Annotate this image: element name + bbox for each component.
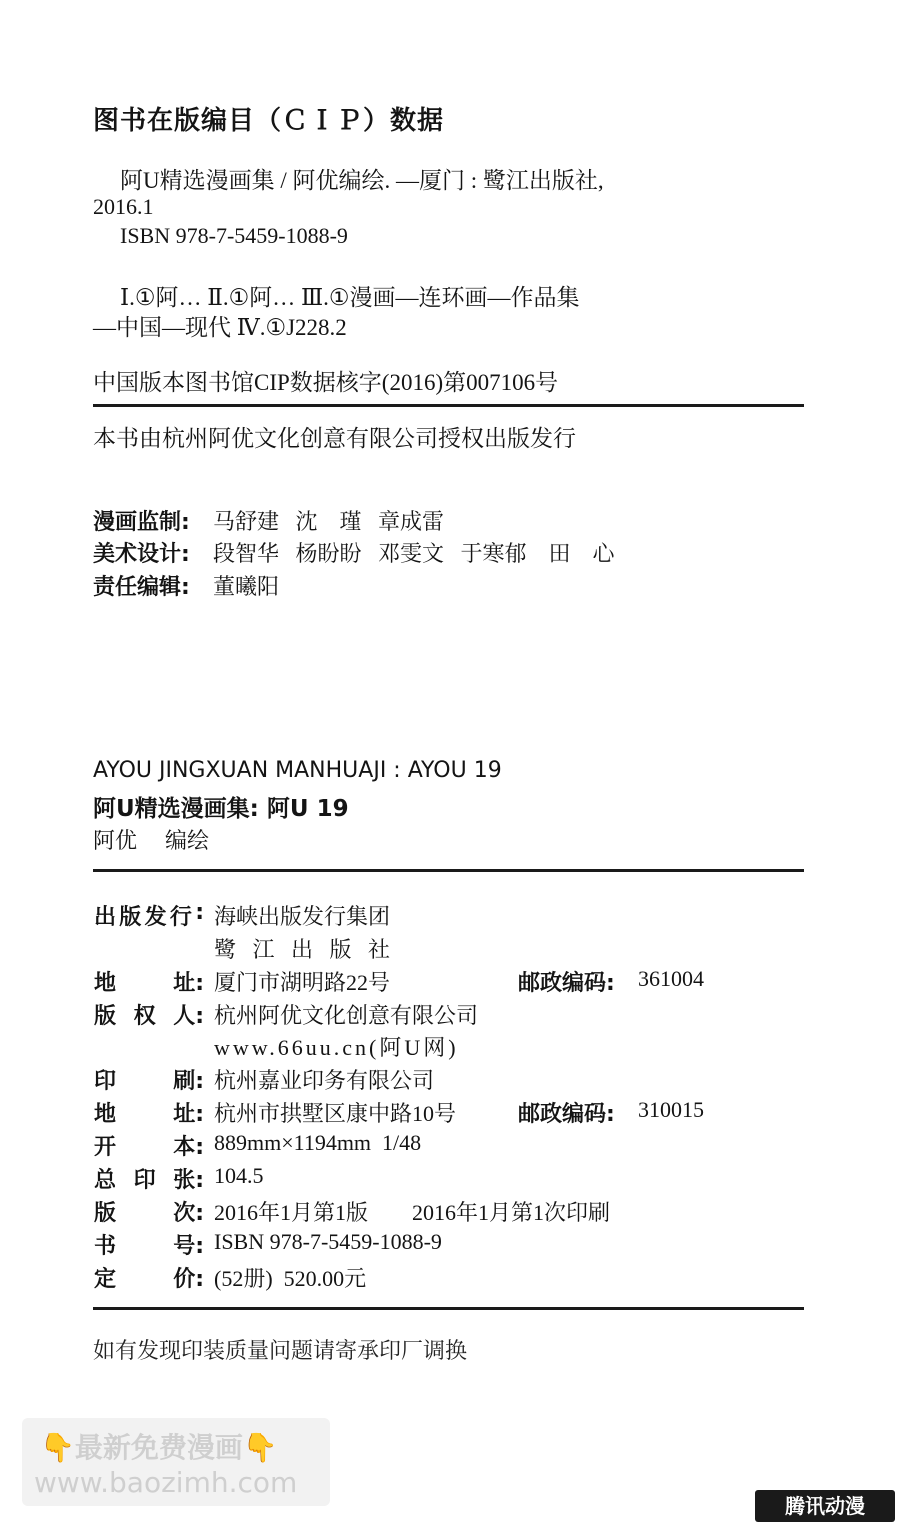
label-isbn: 书 号:	[94, 1234, 204, 1259]
label-sheets: 总 印 张:	[94, 1168, 204, 1193]
cip-record-number: 中国版本图书馆CIP数据核字(2016)第007106号	[93, 370, 559, 395]
label-printer-zip: 邮政编码:	[518, 1102, 615, 1127]
value-address: 厦门市湖明路22号	[214, 970, 391, 995]
value-isbn: ISBN 978-7-5459-1088-9	[214, 1229, 442, 1254]
value-printer-zip: 310015	[638, 1097, 704, 1122]
label-printer: 印 刷:	[94, 1069, 204, 1094]
credit-value-supervision: 马舒建 沈 瑾 章成雷	[213, 509, 445, 534]
credit-value-art-design: 段智华 杨盼盼 邓雯文 于寒郁 田 心	[213, 541, 615, 566]
cip-line-2: 2016.1	[93, 194, 154, 219]
value-zip: 361004	[638, 966, 704, 991]
authorization-statement: 本书由杭州阿优文化创意有限公司授权出版发行	[93, 426, 576, 451]
divider-3	[93, 1307, 804, 1310]
cip-line-1: 阿U精选漫画集 / 阿优编绘. —厦门 : 鹭江出版社,	[120, 168, 604, 193]
credit-value-editor: 董曦阳	[213, 574, 280, 599]
cip-isbn: ISBN 978-7-5459-1088-9	[120, 223, 348, 248]
value-publisher-imprint: 鹭 江 出 版 社	[214, 937, 391, 962]
credit-label-editor: 责任编辑:	[93, 575, 190, 600]
label-price: 定 价:	[94, 1267, 204, 1292]
label-printer-address: 地 址:	[94, 1102, 204, 1127]
label-zip: 邮政编码:	[518, 971, 615, 996]
watermark-url: www.baozimh.com	[34, 1466, 298, 1499]
divider-1	[93, 404, 804, 407]
value-price: (52册) 520.00元	[214, 1266, 367, 1291]
value-copyright-url: www.66uu.cn(阿U网)	[214, 1035, 459, 1060]
credit-label-supervision: 漫画监制:	[93, 510, 190, 535]
book-author: 阿优 编绘	[93, 829, 209, 854]
label-copyright: 版 权 人:	[94, 1004, 204, 1029]
value-copyright: 杭州阿优文化创意有限公司	[214, 1003, 479, 1028]
label-publisher: 出 版 发 行 :	[94, 900, 204, 930]
label-edition: 版 次:	[94, 1201, 204, 1226]
value-printer: 杭州嘉业印务有限公司	[214, 1068, 435, 1093]
credit-label-art-design: 美术设计:	[93, 542, 190, 567]
book-title: 阿U精选漫画集: 阿U 19	[93, 796, 349, 822]
watermark-text: 👇最新免费漫画👇	[40, 1431, 278, 1464]
title-pinyin: AYOU JINGXUAN MANHUAJI : AYOU 19	[93, 758, 502, 783]
value-sheets: 104.5	[214, 1163, 264, 1188]
value-printer-address: 杭州市拱墅区康中路10号	[214, 1101, 457, 1126]
label-address: 地 址:	[94, 971, 204, 996]
footer-note: 如有发现印装质量问题请寄承印厂调换	[93, 1339, 468, 1364]
value-edition: 2016年1月第1版 2016年1月第1次印刷	[214, 1200, 611, 1225]
watermark-badge	[22, 1418, 330, 1506]
value-publisher: 海峡出版发行集团	[214, 904, 391, 929]
value-format: 889mm×1194mm 1/48	[214, 1130, 422, 1155]
cip-classification-2: —中国—现代 Ⅳ.①J228.2	[93, 315, 347, 340]
corner-logo: 腾讯动漫	[755, 1490, 895, 1522]
label-format: 开 本:	[94, 1135, 204, 1160]
cip-heading: 图书在版编目（ＣＩＰ）数据	[93, 106, 445, 136]
divider-2	[93, 869, 804, 872]
cip-classification-1: Ⅰ.①阿… Ⅱ.①阿… Ⅲ.①漫画—连环画—作品集	[120, 285, 580, 310]
